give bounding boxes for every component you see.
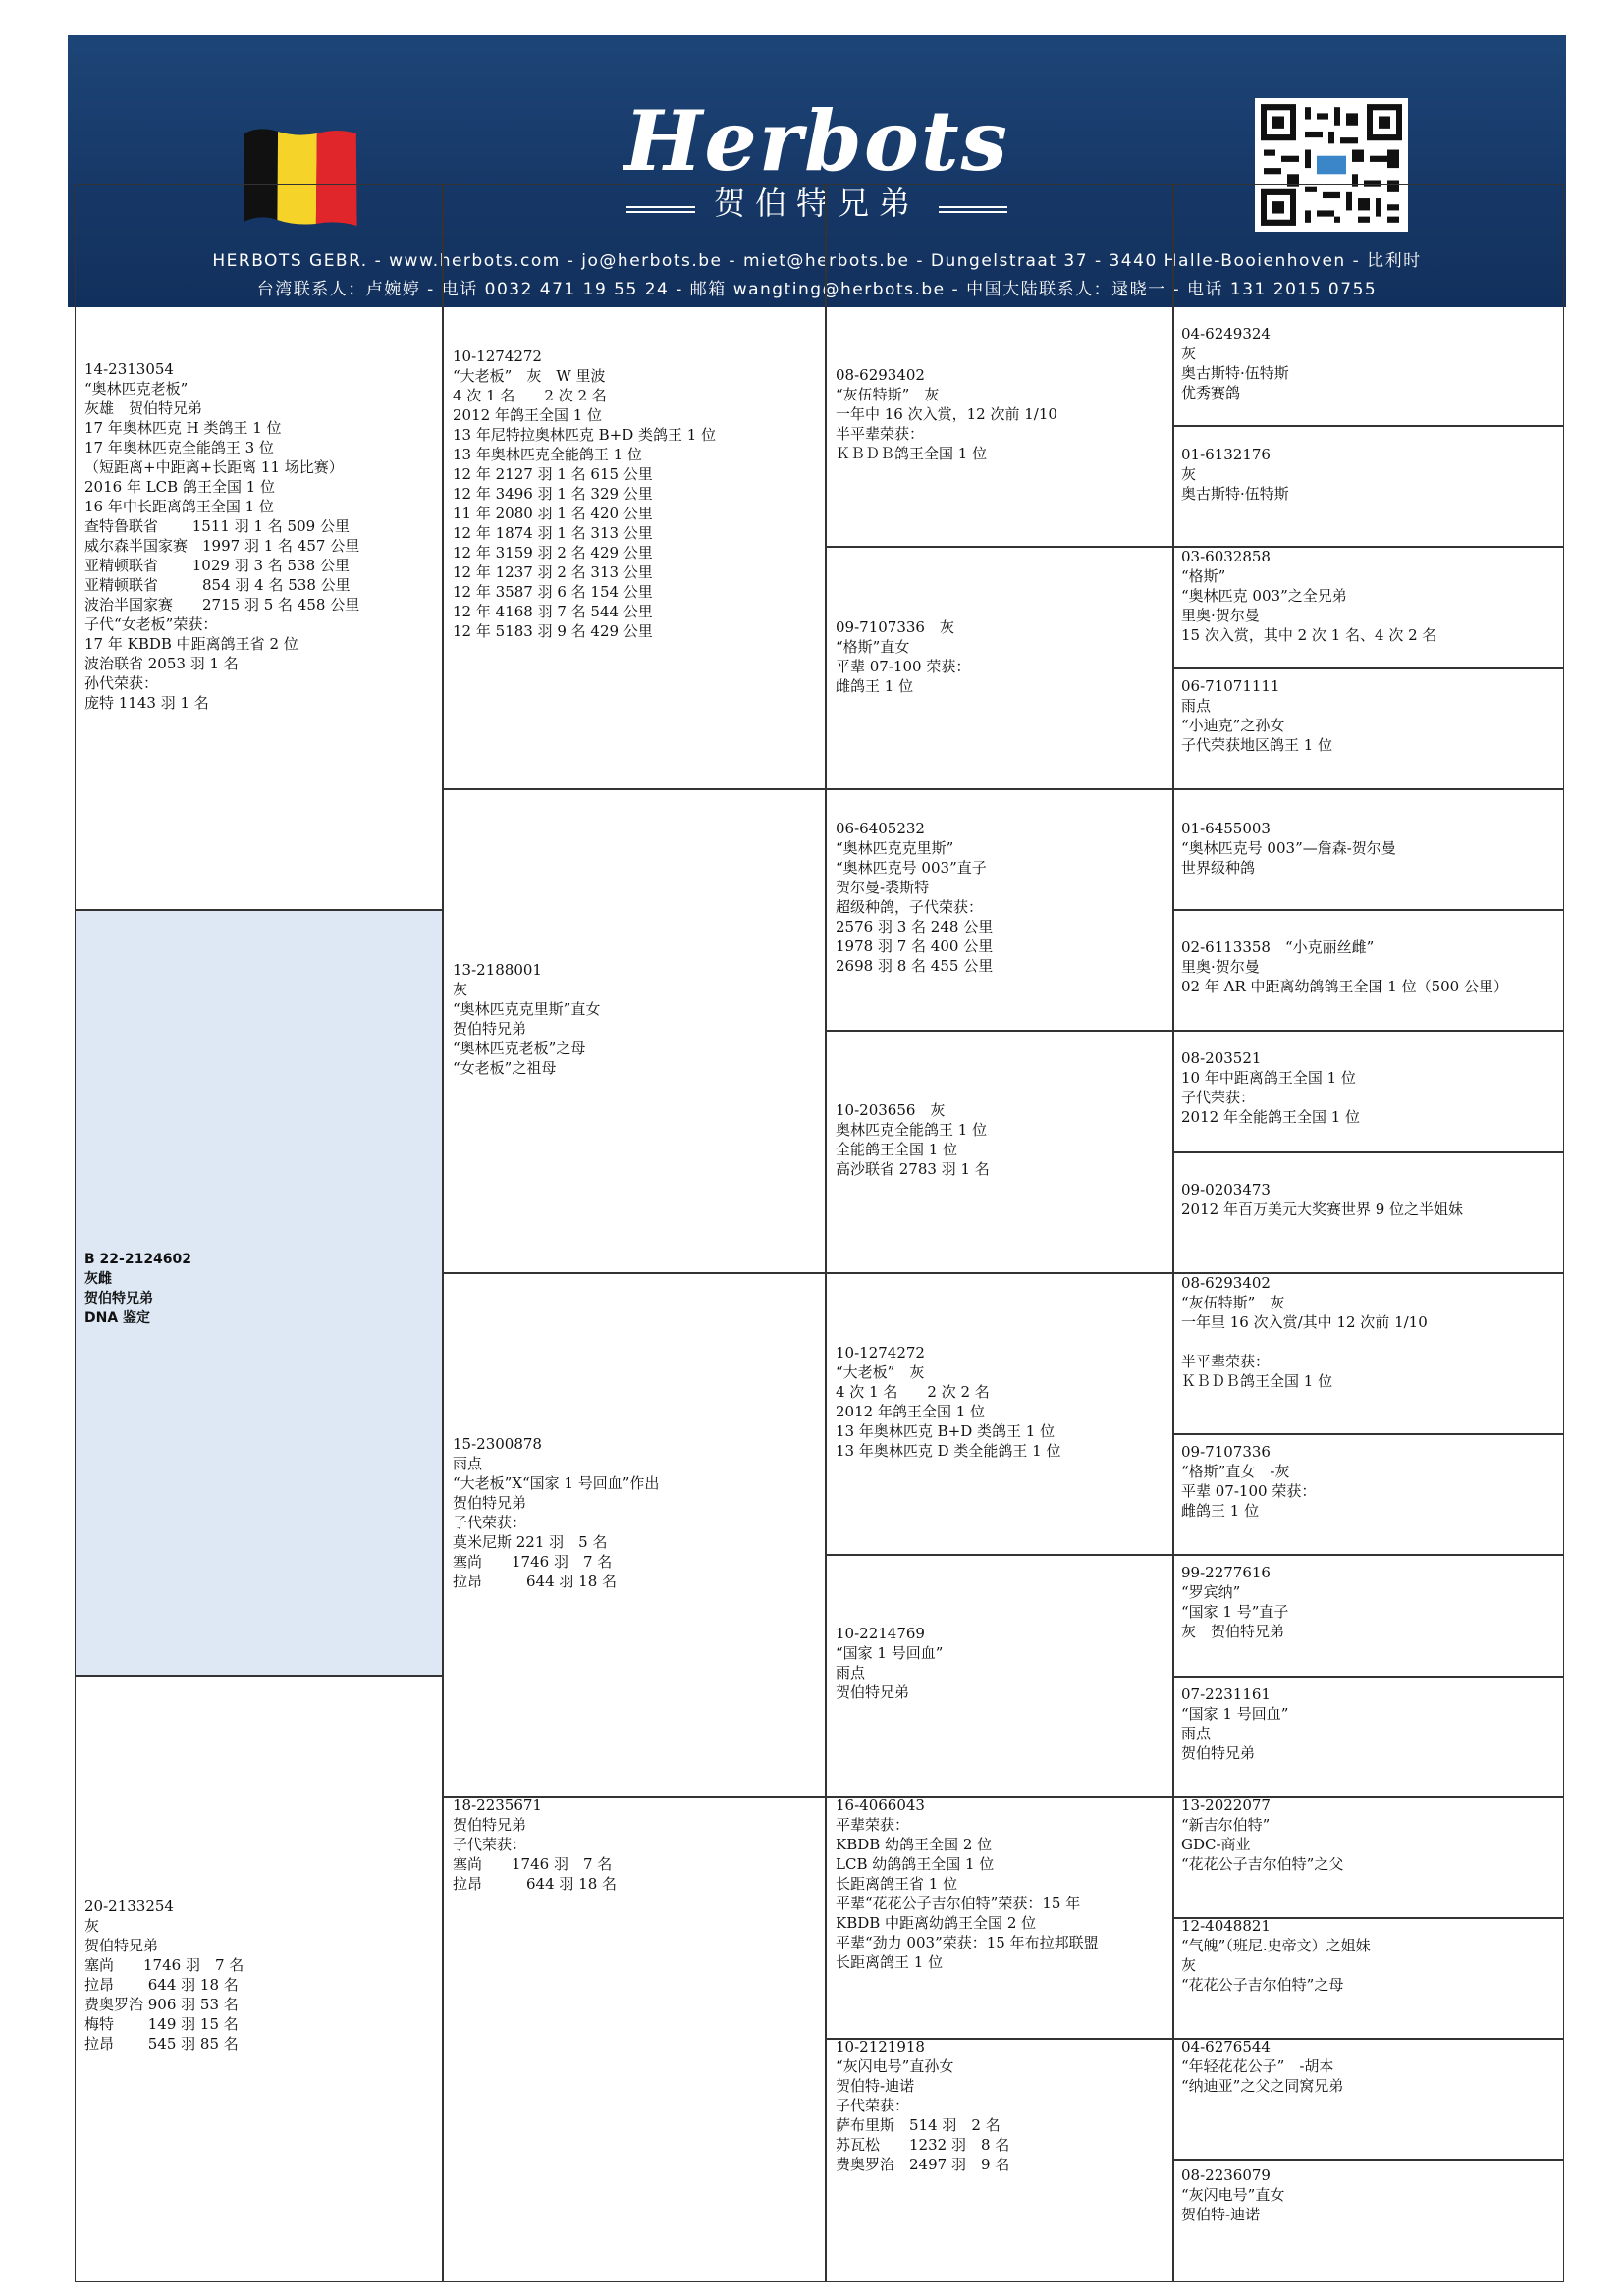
gen3-record (836, 365, 1057, 463)
record-line: 莫米尼斯 221 羽 5 名 (453, 1533, 608, 1551)
record-line: 拉昂 644 羽 18 名 (84, 1976, 239, 1994)
gen4-record (1181, 1048, 1360, 1127)
record-line: 高沙联省 2783 羽 1 名 (836, 1160, 990, 1178)
record-line: 12 年 3496 羽 1 名 329 公里 (453, 485, 653, 503)
record-line: 14-2313054 (84, 360, 174, 378)
record-line: 06-71071111 (1181, 677, 1280, 695)
record-line: 4 次 1 名 2 次 2 名 (836, 1383, 990, 1401)
record-line: 子代荣获地区鸽王 1 位 (1181, 736, 1333, 754)
record-line: 15-2300878 (453, 1435, 542, 1453)
record-line: 贺伯特兄弟 (84, 1937, 159, 1954)
record-line: 03-6032858 (1181, 548, 1271, 565)
record-line: “女老板”之祖母 (453, 1059, 557, 1077)
record-line: 16-4066043 (836, 1796, 925, 1814)
record-line: 12 年 3587 羽 6 名 154 公里 (453, 583, 653, 601)
record-line: 13 年奥林匹克全能鸽王 1 位 (453, 446, 642, 463)
record-line: 子代荣获： (453, 1514, 527, 1531)
record-line: 子代“女老板”荣获： (84, 615, 218, 633)
record-line: 塞尚 1746 羽 7 名 (84, 1956, 244, 1974)
record-line: “年轻花花公子” -胡本 (1181, 2057, 1334, 2075)
record-line: 苏瓦松 1232 羽 8 名 (836, 2136, 1010, 2154)
record-line: 平辈 07-100 荣获： (1181, 1482, 1317, 1500)
gen2-record (453, 347, 716, 641)
record-line: 01-6455003 (1181, 820, 1271, 837)
record-line: 雌鸽王 1 位 (836, 677, 914, 695)
record-line: 12 年 2127 羽 1 名 615 公里 (453, 465, 653, 483)
record-line: 威尔森半国家赛 1997 羽 1 名 457 公里 (84, 537, 360, 555)
record-line: 平辈“花花公子吉尔伯特”荣获：15 年 (836, 1895, 1081, 1912)
record-line: 灰雄 贺伯特兄弟 (84, 400, 203, 417)
record-line: 拉昂 545 羽 85 名 (84, 2035, 239, 2053)
record-line: 灰 (453, 981, 468, 998)
record-line: “奥林匹克 003”之全兄弟 (1181, 587, 1347, 605)
record-line: 贺伯特-迪诺 (1181, 2206, 1261, 2223)
record-line: 雨点 (836, 1664, 866, 1682)
record-line: 08-2236079 (1181, 2166, 1271, 2184)
record-line (1181, 1332, 1428, 1352)
gen4-record (1181, 1563, 1288, 1641)
gen4-record (1181, 2037, 1343, 2096)
record-line: 子代荣获： (836, 2097, 910, 2114)
record-line: ＫＢＤＢ鸽王全国 1 位 (836, 445, 988, 462)
gen4-record (1181, 1916, 1371, 1995)
record-line: 09-0203473 (1181, 1181, 1271, 1199)
record-line: “奥林匹克老板” (84, 380, 189, 398)
record-line: 灰雌 (84, 1271, 112, 1287)
record-line: 17 年 KBDB 中距离鸽王省 2 位 (84, 635, 298, 653)
record-line: “纳迪亚”之父之同窝兄弟 (1181, 2077, 1344, 2095)
record-line: “灰闪电号”直孙女 (836, 2057, 954, 2075)
gen4-record (1181, 1180, 1463, 1219)
record-line: 12 年 1874 羽 1 名 313 公里 (453, 524, 653, 542)
record-line: 波治半国家赛 2715 羽 5 名 458 公里 (84, 596, 360, 614)
gen3-record (836, 1343, 1061, 1461)
record-line: “灰闪电号”直女 (1181, 2186, 1285, 2204)
record-line: 半平辈荣获： (836, 425, 925, 443)
gen3-record (836, 1795, 1099, 1972)
gen4-record (1181, 819, 1396, 878)
record-line: 04-6249324 (1181, 325, 1271, 343)
record-line: “大老板” 灰 W 里波 (453, 367, 606, 385)
record-line: 17 年奥林匹克全能鸽王 3 位 (84, 439, 274, 456)
record-line: “气魄”（班尼.史帝文）之姐妹 (1181, 1937, 1371, 1954)
record-line: 12 年 1237 羽 2 名 313 公里 (453, 563, 653, 581)
record-line: 长距离鸽王省 1 位 (836, 1875, 958, 1893)
record-line: “奥林匹克号 003”—詹森-贺尔曼 (1181, 839, 1396, 857)
record-line: 15 次入赏，其中 2 次 1 名、4 次 2 名 (1181, 626, 1437, 644)
record-line: 奥古斯特·伍特斯 (1181, 485, 1289, 503)
gen4-record (1181, 1795, 1343, 1874)
gen3-record (836, 1100, 990, 1179)
record-line: 10-203656 灰 (836, 1101, 946, 1119)
gen4-record (1181, 1273, 1428, 1391)
record-line: 01-6132176 (1181, 446, 1271, 463)
record-line: 2012 年鸽王全国 1 位 (453, 406, 603, 424)
record-line: 灰 (1181, 1956, 1197, 1974)
record-line: “灰伍特斯” 灰 (1181, 1294, 1285, 1311)
record-line: 灰 (1181, 345, 1197, 362)
gen4-record (1181, 324, 1289, 402)
record-line: 99-2277616 (1181, 1564, 1271, 1581)
record-line: 06-6405232 (836, 820, 925, 837)
record-line: 04-6276544 (1181, 2038, 1271, 2056)
record-line: 贺伯特兄弟 (1181, 1744, 1256, 1762)
sire-record (84, 359, 359, 713)
record-line: 费奥罗治 2497 羽 9 名 (836, 2156, 1010, 2173)
record-line: 里奥·贺尔曼 (1181, 958, 1260, 976)
record-line: 13 年奥林匹克 D 类全能鸽王 1 位 (836, 1442, 1061, 1460)
record-line: 12 年 5183 羽 9 名 429 公里 (453, 622, 653, 640)
record-line: 07-2231161 (1181, 1685, 1271, 1703)
contact-line-1: HERBOTS GEBR. - www.herbots.com - jo@herbots.be - miet@herbots.be - Dungelstraat 37 - 3440 Halle-Booienhoven - 比利时 (212, 251, 1422, 271)
record-line: 2012 年鸽王全国 1 位 (836, 1403, 986, 1420)
record-line: 亚精顿联省 1029 羽 3 名 538 公里 (84, 557, 350, 574)
record-line: 孙代荣获： (84, 674, 159, 692)
gen4-record (1181, 937, 1508, 996)
record-line: 12 年 4168 羽 7 名 544 公里 (453, 603, 653, 620)
record-line: 亚精顿联省 854 羽 4 名 538 公里 (84, 576, 351, 594)
record-line: 贺伯特-迪诺 (836, 2077, 915, 2095)
record-line: DNA 鉴定 (84, 1310, 151, 1326)
record-line: 里奥·贺尔曼 (1181, 607, 1260, 624)
record-line: 贺伯特兄弟 (453, 1020, 527, 1038)
brand-logo: Herbots (624, 92, 1009, 189)
record-line: 一年中 16 次入赏，12 次前 1/10 (836, 405, 1057, 423)
record-line: 10 年中距离鸽王全国 1 位 (1181, 1069, 1356, 1087)
contact-line-2: 台湾联系人：卢婉婷 - 电话 0032 471 19 55 24 - 邮箱 wangting@herbots.be - 中国大陆联系人：逯晓一 - 电话 131 2015 0755 (256, 280, 1378, 299)
gen4-record (1181, 547, 1436, 645)
record-line: 2698 羽 8 名 455 公里 (836, 957, 994, 975)
brand-name-cn: 贺伯特兄弟 (713, 185, 920, 222)
record-line: “花花公子吉尔伯特”之母 (1181, 1976, 1344, 1994)
gen2-record (453, 1434, 659, 1591)
record-line: GDC-商业 (1181, 1836, 1251, 1853)
record-line: “小迪克”之孙女 (1181, 717, 1285, 734)
gen4-record (1181, 1684, 1288, 1763)
record-line: 贺伯特兄弟 (836, 1683, 910, 1701)
record-line: 贺伯特兄弟 (453, 1816, 527, 1834)
record-line: 子代荣获： (1181, 1089, 1256, 1106)
record-line: “花花公子吉尔伯特”之父 (1181, 1855, 1344, 1873)
gen4-record (1181, 1442, 1316, 1521)
record-line: “奥林匹克老板”之母 (453, 1040, 586, 1057)
record-line: 17 年奥林匹克 H 类鸽王 1 位 (84, 419, 282, 437)
record-line: KBDB 中距离幼鸽王全国 2 位 (836, 1914, 1037, 1932)
record-line: 10-2214769 (836, 1625, 925, 1642)
record-line: 查特鲁联省 1511 羽 1 名 509 公里 (84, 517, 350, 535)
record-line: 贺伯特兄弟 (84, 1291, 153, 1307)
gen2-record (453, 960, 600, 1078)
record-line: （短距离+中距离+长距离 11 场比赛） (84, 458, 344, 476)
gen3-record (836, 2037, 1009, 2174)
record-line: 2016 年 LCB 鸽王全国 1 位 (84, 478, 276, 496)
record-line: “奥林匹克克里斯” (836, 839, 954, 857)
record-line: 世界级种鸽 (1181, 859, 1256, 877)
record-line: 4 次 1 名 2 次 2 名 (453, 387, 607, 404)
record-line: 塞尚 1746 羽 7 名 (453, 1553, 613, 1571)
record-line: 梅特 149 羽 15 名 (84, 2015, 239, 2033)
record-line: “奥林匹克克里斯”直女 (453, 1000, 601, 1018)
record-line: 02-6113358 “小克丽丝雌” (1181, 938, 1375, 956)
record-line: 16 年中长距离鸽王全国 1 位 (84, 498, 274, 515)
record-line: 雨点 (453, 1455, 483, 1472)
record-line: 塞尚 1746 羽 7 名 (453, 1855, 613, 1873)
record-line: “灰伍特斯” 灰 (836, 386, 940, 403)
record-line: 13 年奥林匹克 B+D 类鸽王 1 位 (836, 1422, 1056, 1440)
record-line: 10-1274272 (453, 347, 542, 365)
record-line: 2576 羽 3 名 248 公里 (836, 918, 994, 935)
record-line: “大老板”X“国家 1 号回血”作出 (453, 1474, 660, 1492)
record-line: ＫＢＤＢ鸽王全国 1 位 (1181, 1372, 1333, 1390)
record-line: “新吉尔伯特” (1181, 1816, 1271, 1834)
record-line: 10-1274272 (836, 1344, 925, 1362)
record-line: 雌鸽王 1 位 (1181, 1502, 1260, 1520)
record-line: “奥林匹克号 003”直子 (836, 859, 987, 877)
record-line: 09-7107336 灰 (836, 618, 954, 636)
record-line: 13-2022077 (1181, 1796, 1271, 1814)
record-line: 长距离鸽王 1 位 (836, 1953, 944, 1971)
record-line: 08-6293402 (1181, 1274, 1271, 1292)
gen3-record (836, 1624, 943, 1702)
record-line: “格斯”直女 -灰 (1181, 1463, 1290, 1480)
record-line: 贺伯特兄弟 (453, 1494, 527, 1512)
record-line: 平辈荣获： (836, 1816, 910, 1834)
record-line: 雨点 (1181, 697, 1212, 715)
record-line: 雨点 (1181, 1725, 1212, 1742)
record-line: 费奥罗治 906 羽 53 名 (84, 1996, 239, 2013)
record-line: 平辈 07-100 荣获： (836, 658, 971, 675)
dam-record (84, 1896, 244, 2054)
record-line: 02 年 AR 中距离幼鸽鸽王全国 1 位（500 公里） (1181, 978, 1508, 995)
record-line: 庞特 1143 羽 1 名 (84, 694, 209, 712)
record-line: 12 年 3159 羽 2 名 429 公里 (453, 544, 653, 561)
record-line: 贺尔曼-裘斯特 (836, 879, 930, 896)
record-line: 灰 (84, 1917, 100, 1935)
gen3-record (836, 819, 993, 976)
gen3-record (836, 617, 970, 696)
record-line: 全能鸽王全国 1 位 (836, 1141, 958, 1158)
record-line: 平辈“劲力 003”荣获：15 年布拉邦联盟 (836, 1934, 1099, 1951)
record-line: 奥古斯特·伍特斯 (1181, 364, 1289, 382)
record-line: 灰 (1181, 465, 1197, 483)
record-line: 萨布里斯 514 羽 2 名 (836, 2116, 1001, 2134)
record-line: 1978 羽 7 名 400 公里 (836, 937, 994, 955)
record-line: 10-2121918 (836, 2038, 925, 2056)
record-line: 波治联省 2053 羽 1 名 (84, 655, 239, 672)
gen4-record (1181, 676, 1332, 755)
subject-record (84, 1250, 191, 1328)
record-line: “罗宾纳” (1181, 1583, 1241, 1601)
record-line: 2012 年百万美元大奖赛世界 9 位之半姐妹 (1181, 1201, 1464, 1218)
record-line: 奥林匹克全能鸽王 1 位 (836, 1121, 988, 1139)
record-line: 08-203521 (1181, 1049, 1262, 1067)
record-line: 灰 贺伯特兄弟 (1181, 1623, 1285, 1640)
record-line: “国家 1 号”直子 (1181, 1603, 1289, 1621)
record-line: 11 年 2080 羽 1 名 420 公里 (453, 505, 653, 522)
record-line: 半平辈荣获： (1181, 1353, 1271, 1370)
record-line: “大老板” 灰 (836, 1363, 925, 1381)
record-line: 2012 年全能鸽王全国 1 位 (1181, 1108, 1361, 1126)
record-line: 拉昂 644 羽 18 名 (453, 1875, 618, 1893)
record-line: “国家 1 号回血” (836, 1644, 944, 1662)
record-line: 拉昂 644 羽 18 名 (453, 1573, 618, 1590)
gen4-record (1181, 2165, 1284, 2224)
record-line: 12-4048821 (1181, 1917, 1271, 1935)
record-line: 20-2133254 (84, 1897, 174, 1915)
record-line: 13-2188001 (453, 961, 542, 979)
record-line: KBDB 幼鸽王全国 2 位 (836, 1836, 993, 1853)
record-line: 09-7107336 (1181, 1443, 1271, 1461)
record-line: 子代荣获： (453, 1836, 527, 1853)
record-line: “格斯”直女 (836, 638, 910, 656)
record-line: “国家 1 号回血” (1181, 1705, 1289, 1723)
record-line: 18-2235671 (453, 1796, 542, 1814)
record-line: LCB 幼鸽鸽王全国 1 位 (836, 1855, 995, 1873)
gen4-record (1181, 445, 1289, 504)
record-line: 08-6293402 (836, 366, 925, 384)
record-line: B 22-2124602 (84, 1252, 192, 1267)
record-line: 13 年尼特拉奥林匹克 B+D 类鸽王 1 位 (453, 426, 717, 444)
record-line: 优秀赛鸽 (1181, 384, 1241, 401)
gen2-record (453, 1795, 617, 1894)
record-line: “格斯” (1181, 567, 1226, 585)
record-line: 超级种鸽，子代荣获： (836, 898, 984, 916)
record-line: 一年里 16 次入赏/其中 12 次前 1/10 (1181, 1313, 1428, 1331)
